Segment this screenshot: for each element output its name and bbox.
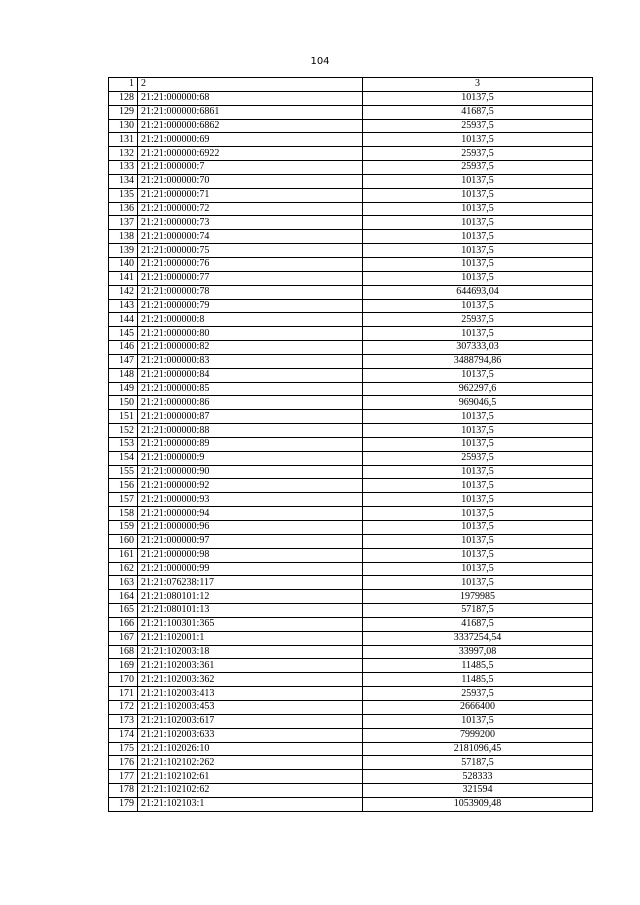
table-body	[109, 91, 593, 811]
row-number-cell: 174	[109, 728, 138, 742]
cadastral-number-cell: 21:21:000000:94	[138, 507, 363, 521]
table-row	[109, 521, 593, 535]
row-number-cell: 144	[109, 313, 138, 327]
row-number-cell: 169	[109, 659, 138, 673]
cadastral-number-cell: 21:21:000000:88	[138, 424, 363, 438]
cadastral-number-cell: 21:21:102003:617	[138, 714, 363, 728]
cadastral-number-cell: 21:21:000000:92	[138, 479, 363, 493]
value-cell: 10137,5	[363, 437, 593, 451]
cadastral-number-cell: 21:21:000000:76	[138, 257, 363, 271]
row-number-cell: 130	[109, 119, 138, 133]
table-row	[109, 728, 593, 742]
value-cell: 3337254,54	[363, 631, 593, 645]
value-cell: 25937,5	[363, 313, 593, 327]
table-row	[109, 479, 593, 493]
row-number-cell: 161	[109, 548, 138, 562]
table-row	[109, 576, 593, 590]
row-number-cell: 156	[109, 479, 138, 493]
cadastral-number-cell: 21:21:000000:6922	[138, 147, 363, 161]
row-number-cell: 129	[109, 105, 138, 119]
value-cell: 10137,5	[363, 244, 593, 258]
row-number-cell: 170	[109, 673, 138, 687]
value-cell: 10137,5	[363, 521, 593, 535]
column-header: 2	[138, 78, 363, 92]
table-row	[109, 756, 593, 770]
cadastral-number-cell: 21:21:102103:1	[138, 797, 363, 811]
value-cell: 10137,5	[363, 576, 593, 590]
table-row	[109, 230, 593, 244]
table-row	[109, 161, 593, 175]
table-row	[109, 202, 593, 216]
value-cell: 11485,5	[363, 673, 593, 687]
value-cell: 307333,03	[363, 341, 593, 355]
row-number-cell: 135	[109, 188, 138, 202]
table-row	[109, 604, 593, 618]
table-row	[109, 368, 593, 382]
value-cell: 57187,5	[363, 604, 593, 618]
value-cell: 10137,5	[363, 327, 593, 341]
table-row	[109, 700, 593, 714]
value-cell: 10137,5	[363, 257, 593, 271]
cadastral-number-cell: 21:21:102102:262	[138, 756, 363, 770]
table-row	[109, 645, 593, 659]
row-number-cell: 164	[109, 590, 138, 604]
value-cell: 1053909,48	[363, 797, 593, 811]
row-number-cell: 175	[109, 742, 138, 756]
table-row	[109, 271, 593, 285]
row-number-cell: 154	[109, 451, 138, 465]
table-row	[109, 382, 593, 396]
table-row	[109, 424, 593, 438]
value-cell: 7999200	[363, 728, 593, 742]
cadastral-number-cell: 21:21:000000:68	[138, 91, 363, 105]
table-row	[109, 687, 593, 701]
column-header: 1	[109, 78, 138, 92]
cadastral-number-cell: 21:21:000000:99	[138, 562, 363, 576]
row-number-cell: 132	[109, 147, 138, 161]
table-row	[109, 590, 593, 604]
row-number-cell: 157	[109, 493, 138, 507]
cadastral-number-cell: 21:21:000000:7	[138, 161, 363, 175]
row-number-cell: 146	[109, 341, 138, 355]
row-number-cell: 138	[109, 230, 138, 244]
value-cell: 1979985	[363, 590, 593, 604]
value-cell: 25937,5	[363, 451, 593, 465]
value-cell: 10137,5	[363, 479, 593, 493]
cadastral-number-cell: 21:21:000000:93	[138, 493, 363, 507]
table-row	[109, 341, 593, 355]
table-row	[109, 285, 593, 299]
value-cell: 41687,5	[363, 105, 593, 119]
table-row	[109, 673, 593, 687]
value-cell: 41687,5	[363, 617, 593, 631]
table-row	[109, 216, 593, 230]
cadastral-number-cell: 21:21:000000:89	[138, 437, 363, 451]
value-cell: 10137,5	[363, 548, 593, 562]
table-row	[109, 465, 593, 479]
cadastral-number-cell: 21:21:102102:62	[138, 784, 363, 798]
value-cell: 10137,5	[363, 534, 593, 548]
row-number-cell: 148	[109, 368, 138, 382]
row-number-cell: 149	[109, 382, 138, 396]
cadastral-number-cell: 21:21:000000:75	[138, 244, 363, 258]
value-cell: 10137,5	[363, 91, 593, 105]
cadastral-number-cell: 21:21:000000:72	[138, 202, 363, 216]
cadastral-number-cell: 21:21:000000:74	[138, 230, 363, 244]
row-number-cell: 141	[109, 271, 138, 285]
cadastral-number-cell: 21:21:000000:90	[138, 465, 363, 479]
cadastral-number-cell: 21:21:000000:98	[138, 548, 363, 562]
row-number-cell: 150	[109, 396, 138, 410]
value-cell: 10137,5	[363, 271, 593, 285]
cadastral-number-cell: 21:21:000000:8	[138, 313, 363, 327]
row-number-cell: 165	[109, 604, 138, 618]
row-number-cell: 151	[109, 410, 138, 424]
table-row	[109, 354, 593, 368]
value-cell: 2181096,45	[363, 742, 593, 756]
value-cell: 969046,5	[363, 396, 593, 410]
row-number-cell: 178	[109, 784, 138, 798]
value-cell: 10137,5	[363, 188, 593, 202]
row-number-cell: 179	[109, 797, 138, 811]
value-cell: 10137,5	[363, 174, 593, 188]
value-cell: 33997,08	[363, 645, 593, 659]
value-cell: 10137,5	[363, 714, 593, 728]
cadastral-number-cell: 21:21:102003:18	[138, 645, 363, 659]
table-row	[109, 299, 593, 313]
table-row	[109, 451, 593, 465]
cadastral-number-cell: 21:21:000000:9	[138, 451, 363, 465]
row-number-cell: 131	[109, 133, 138, 147]
table-row	[109, 133, 593, 147]
row-number-cell: 173	[109, 714, 138, 728]
row-number-cell: 160	[109, 534, 138, 548]
table-row	[109, 147, 593, 161]
row-number-cell: 155	[109, 465, 138, 479]
cadastral-number-cell: 21:21:000000:80	[138, 327, 363, 341]
cadastral-number-cell: 21:21:000000:78	[138, 285, 363, 299]
cadastral-number-cell: 21:21:000000:84	[138, 368, 363, 382]
row-number-cell: 145	[109, 327, 138, 341]
value-cell: 11485,5	[363, 659, 593, 673]
cadastral-number-cell: 21:21:000000:69	[138, 133, 363, 147]
cadastral-number-cell: 21:21:000000:87	[138, 410, 363, 424]
row-number-cell: 133	[109, 161, 138, 175]
row-number-cell: 153	[109, 437, 138, 451]
table-row	[109, 437, 593, 451]
cadastral-number-cell: 21:21:000000:6861	[138, 105, 363, 119]
cadastral-number-cell: 21:21:080101:12	[138, 590, 363, 604]
value-cell: 644693,04	[363, 285, 593, 299]
cadastral-number-cell: 21:21:000000:97	[138, 534, 363, 548]
row-number-cell: 172	[109, 700, 138, 714]
cadastral-number-cell: 21:21:000000:96	[138, 521, 363, 535]
value-cell: 10137,5	[363, 202, 593, 216]
table-row	[109, 105, 593, 119]
table-row	[109, 714, 593, 728]
value-cell: 3488794,86	[363, 354, 593, 368]
table-row	[109, 174, 593, 188]
cadastral-number-cell: 21:21:000000:70	[138, 174, 363, 188]
table-row	[109, 410, 593, 424]
value-cell: 10137,5	[363, 465, 593, 479]
table-row	[109, 119, 593, 133]
cadastral-number-cell: 21:21:000000:85	[138, 382, 363, 396]
table-row	[109, 562, 593, 576]
value-cell: 10137,5	[363, 424, 593, 438]
table-row	[109, 313, 593, 327]
table-row	[109, 188, 593, 202]
row-number-cell: 136	[109, 202, 138, 216]
row-number-cell: 143	[109, 299, 138, 313]
table-row	[109, 507, 593, 521]
value-cell: 10137,5	[363, 216, 593, 230]
value-cell: 25937,5	[363, 161, 593, 175]
row-number-cell: 168	[109, 645, 138, 659]
value-cell: 25937,5	[363, 687, 593, 701]
value-cell: 10137,5	[363, 493, 593, 507]
cadastral-number-cell: 21:21:000000:77	[138, 271, 363, 285]
cadastral-number-cell: 21:21:000000:83	[138, 354, 363, 368]
value-cell: 10137,5	[363, 230, 593, 244]
value-cell: 25937,5	[363, 147, 593, 161]
row-number-cell: 176	[109, 756, 138, 770]
cadastral-number-cell: 21:21:000000:86	[138, 396, 363, 410]
row-number-cell: 140	[109, 257, 138, 271]
value-cell: 321594	[363, 784, 593, 798]
value-cell: 10137,5	[363, 507, 593, 521]
table-row	[109, 244, 593, 258]
cadastral-number-cell: 21:21:102102:61	[138, 770, 363, 784]
table-header-row	[109, 78, 593, 92]
value-cell: 10137,5	[363, 410, 593, 424]
table-row	[109, 742, 593, 756]
row-number-cell: 159	[109, 521, 138, 535]
value-cell: 962297,6	[363, 382, 593, 396]
cadastral-number-cell: 21:21:080101:13	[138, 604, 363, 618]
row-number-cell: 137	[109, 216, 138, 230]
cadastral-number-cell: 21:21:000000:73	[138, 216, 363, 230]
value-cell: 528333	[363, 770, 593, 784]
value-cell: 10137,5	[363, 562, 593, 576]
cadastral-number-cell: 21:21:102026:10	[138, 742, 363, 756]
table-row	[109, 617, 593, 631]
row-number-cell: 139	[109, 244, 138, 258]
table-row	[109, 659, 593, 673]
cadastral-number-cell: 21:21:000000:71	[138, 188, 363, 202]
table-row	[109, 770, 593, 784]
row-number-cell: 167	[109, 631, 138, 645]
data-table	[108, 77, 593, 812]
cadastral-number-cell: 21:21:000000:6862	[138, 119, 363, 133]
value-cell: 25937,5	[363, 119, 593, 133]
row-number-cell: 162	[109, 562, 138, 576]
value-cell: 10137,5	[363, 299, 593, 313]
cadastral-number-cell: 21:21:102003:633	[138, 728, 363, 742]
page-number: 104	[310, 56, 330, 67]
table-row	[109, 631, 593, 645]
table-row	[109, 257, 593, 271]
row-number-cell: 152	[109, 424, 138, 438]
row-number-cell: 134	[109, 174, 138, 188]
row-number-cell: 163	[109, 576, 138, 590]
value-cell: 57187,5	[363, 756, 593, 770]
cadastral-number-cell: 21:21:102003:362	[138, 673, 363, 687]
cadastral-number-cell: 21:21:076238:117	[138, 576, 363, 590]
cadastral-number-cell: 21:21:100301:365	[138, 617, 363, 631]
row-number-cell: 171	[109, 687, 138, 701]
table-row	[109, 327, 593, 341]
cadastral-number-cell: 21:21:102003:453	[138, 700, 363, 714]
table-row	[109, 396, 593, 410]
cadastral-number-cell: 21:21:102003:413	[138, 687, 363, 701]
table-row	[109, 797, 593, 811]
table-row	[109, 548, 593, 562]
column-header: 3	[363, 78, 593, 92]
cadastral-number-cell: 21:21:000000:82	[138, 341, 363, 355]
cadastral-number-cell: 21:21:102001:1	[138, 631, 363, 645]
table-row	[109, 534, 593, 548]
table-row	[109, 91, 593, 105]
value-cell: 2666400	[363, 700, 593, 714]
row-number-cell: 177	[109, 770, 138, 784]
cadastral-number-cell: 21:21:000000:79	[138, 299, 363, 313]
value-cell: 10137,5	[363, 368, 593, 382]
row-number-cell: 128	[109, 91, 138, 105]
row-number-cell: 142	[109, 285, 138, 299]
table-row	[109, 493, 593, 507]
table-row	[109, 784, 593, 798]
cadastral-number-cell: 21:21:102003:361	[138, 659, 363, 673]
value-cell: 10137,5	[363, 133, 593, 147]
row-number-cell: 158	[109, 507, 138, 521]
row-number-cell: 147	[109, 354, 138, 368]
row-number-cell: 166	[109, 617, 138, 631]
